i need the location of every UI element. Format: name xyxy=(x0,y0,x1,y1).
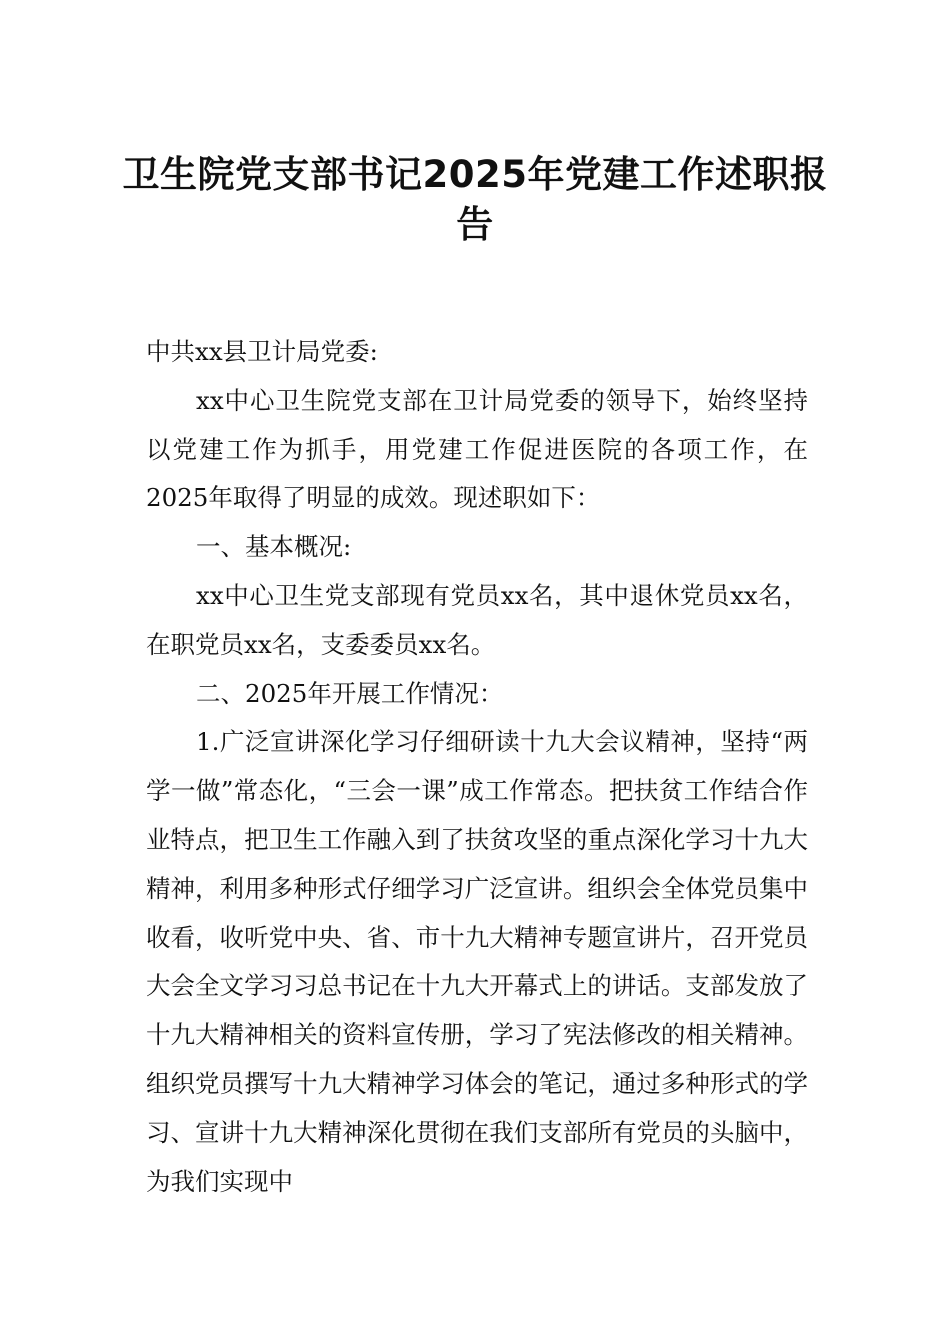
paragraph-intro: xx中心卫生院党支部在卫计局党委的领导下，始终坚持以党建工作为抓手，用党建工作促进医院的各项工作，在2025年取得了明显的成效。现述职如下： xyxy=(146,385,808,513)
salutation: 中共xx县卫计局党委: xyxy=(146,337,378,366)
document-title: 卫生院党支部书记2025年党建工作述职报告 xyxy=(122,153,828,246)
paragraph-overview: xx中心卫生党支部现有党员xx名，其中退休党员xx名，在职党员xx名，支委委员xx名。 xyxy=(146,580,808,659)
section-heading-overview: 一、基本概况: xyxy=(196,532,352,562)
document-body xyxy=(146,328,808,1206)
section-heading-work: 二、2025年开展工作情况： xyxy=(196,678,504,708)
paragraph-work-item-1: 1.广泛宣讲深化学习仔细研读十九大会议精神，坚持“两学一做”常态化，“三会一课”成工作常态。把扶贫工作结合作业特点，把卫生工作融入到了扶贫攻坚的重点深化学习十九大精神，利用多种形式仔细学习广泛宣讲。组织会全体党员集中收看，收听党中央、省、市十九大精神专题宣讲片，召开党员大会全文学习习总书记在十九大开幕式上的讲话。支部发放了十九大精神相关的资料宣传册，学习了宪法修改的相关精神。组织党员撰写十九大精神学习体会的笔记，通过多种形式的学习、宣讲十九大精神深化贯彻在我们支部所有党员的头脑中，为我们实现中 xyxy=(146,727,808,1196)
